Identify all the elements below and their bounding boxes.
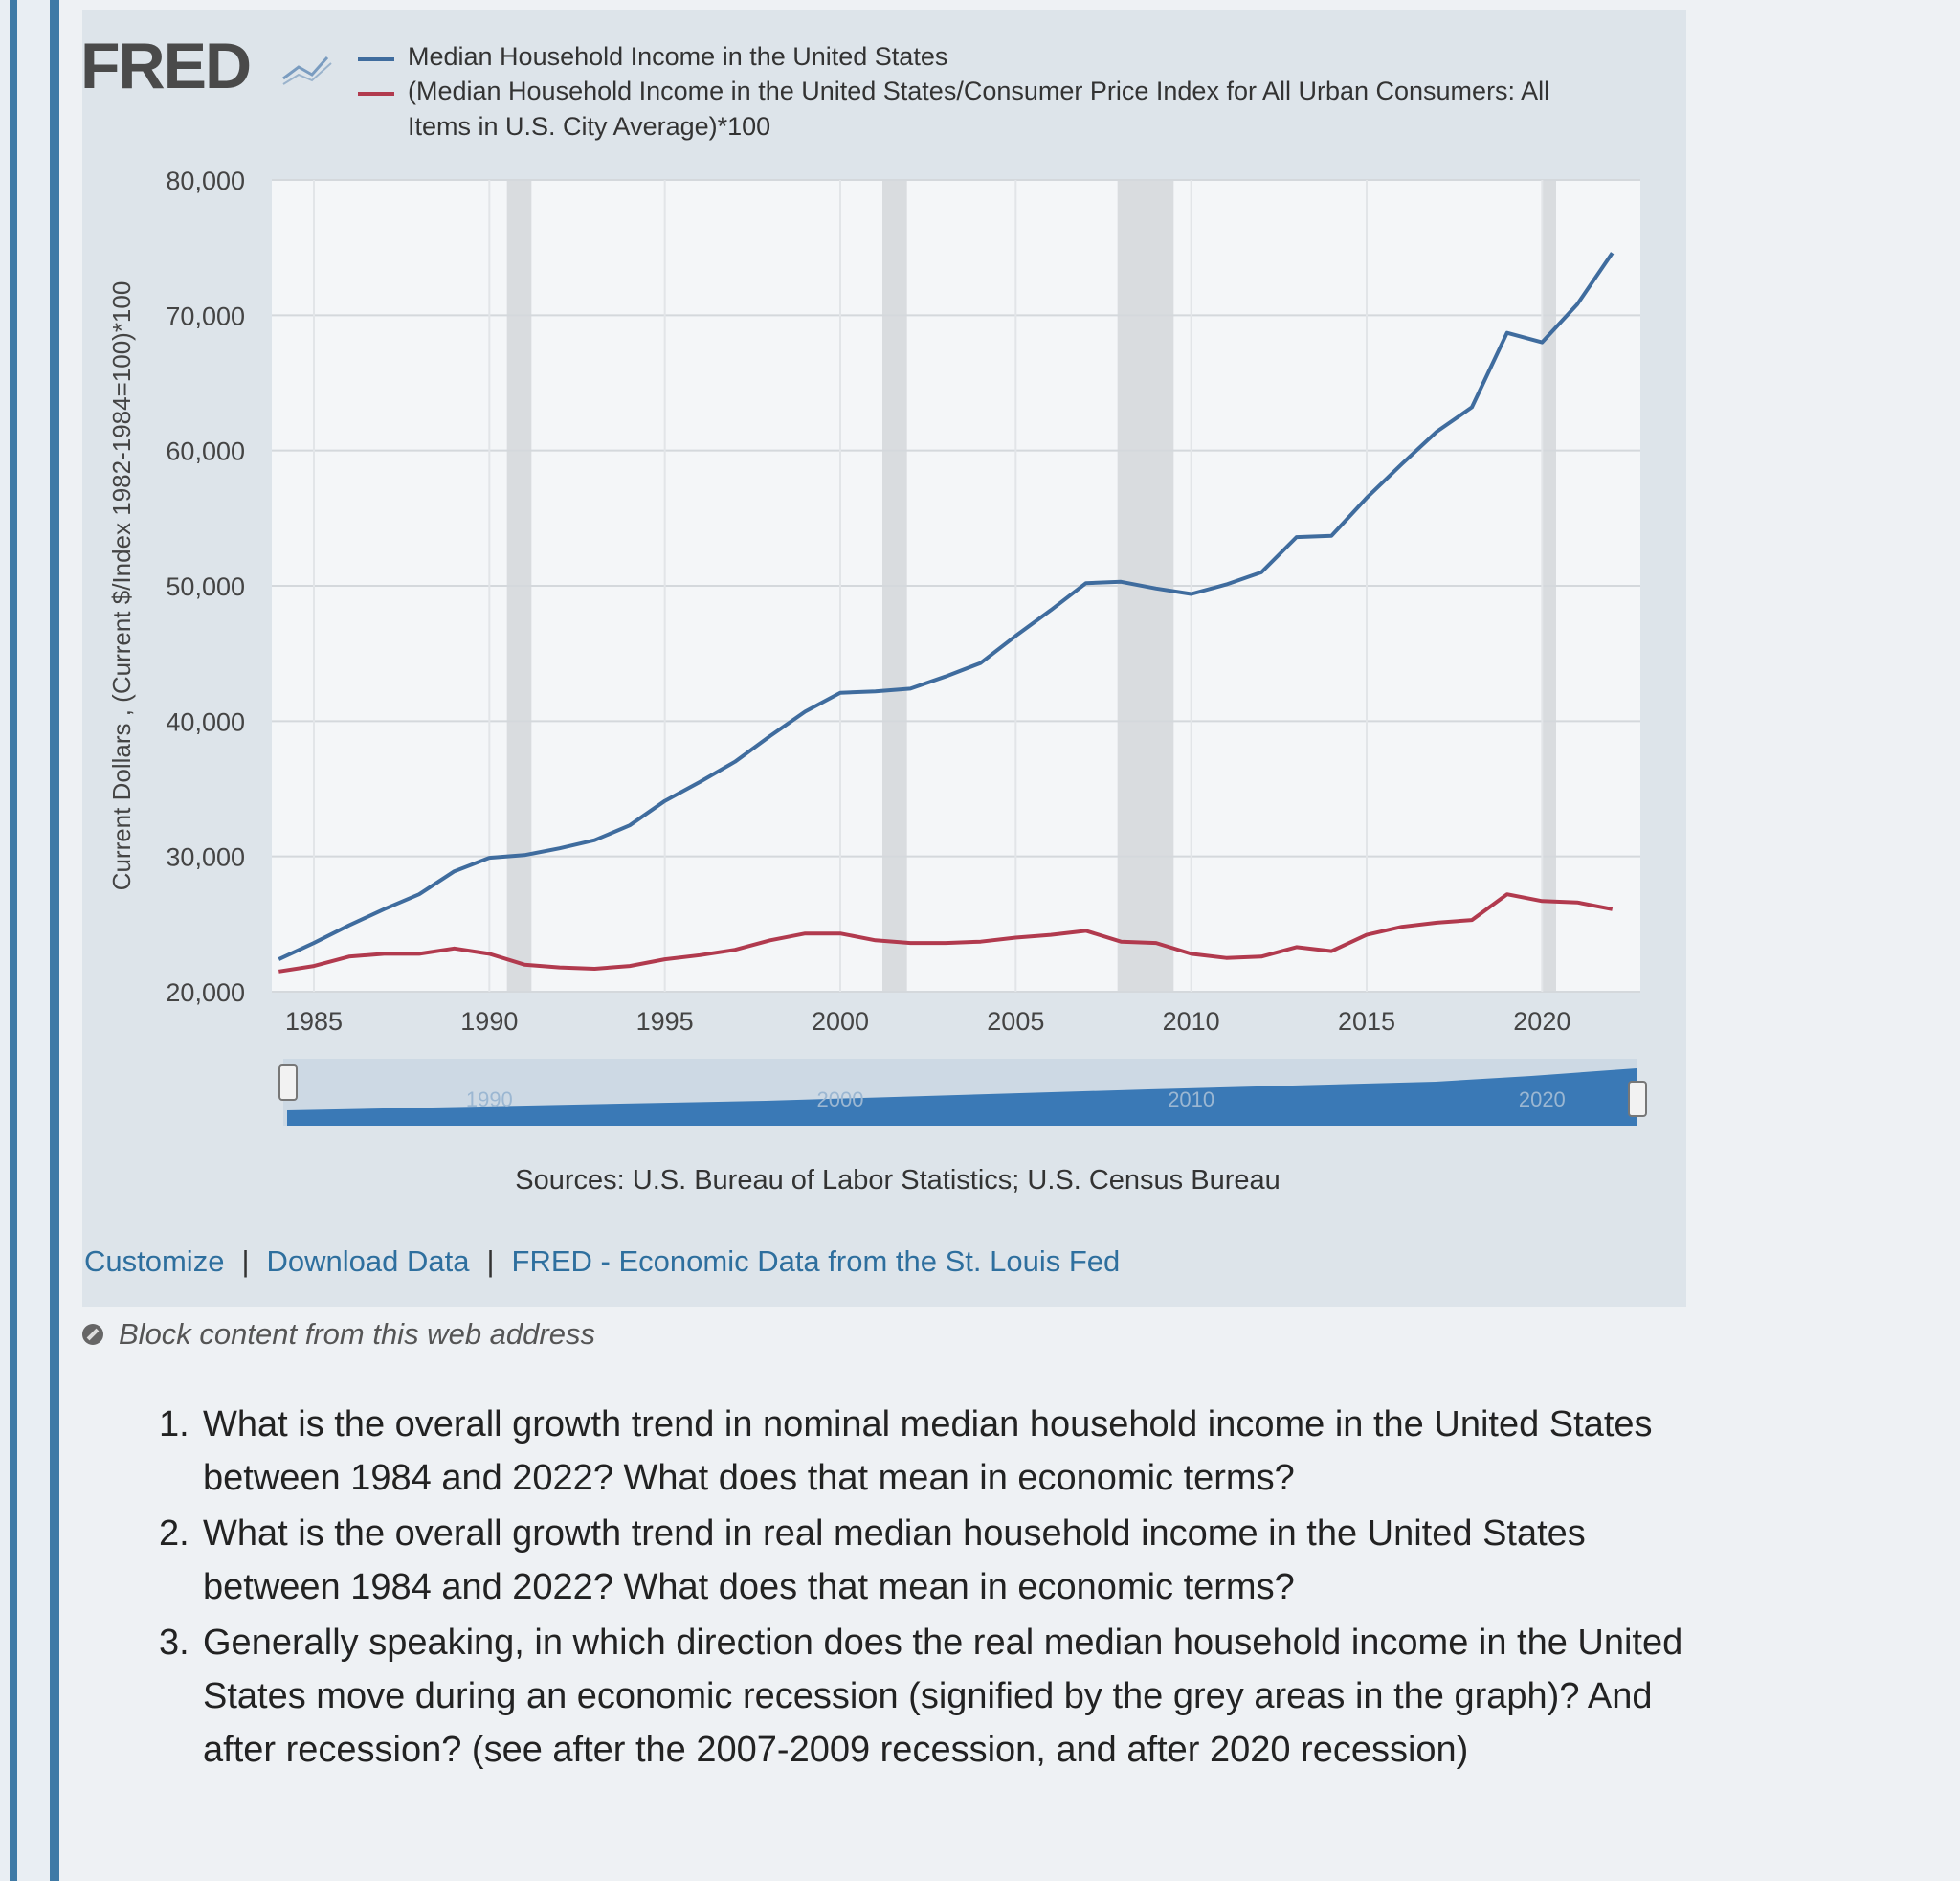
navigator-handle-left[interactable]	[279, 1065, 297, 1100]
fred-logo-graph-icon	[283, 57, 331, 84]
question-item	[153, 1507, 1684, 1614]
navigator-year-label: 2010	[1168, 1087, 1215, 1111]
navigator-handle-right[interactable]	[1629, 1082, 1646, 1116]
y-axis-ticks	[166, 167, 245, 1007]
range-navigator[interactable]	[279, 1059, 1646, 1126]
question-text: Generally speaking, in which direction does the real median household income in the United States move during an economic recession (signified by the grey areas in the graph)? And after recession? (see after the 2007-2009 recession, and after 2020 recession)	[203, 1623, 1683, 1770]
x-tick-label: 1995	[635, 1007, 694, 1036]
question-number: 1.	[159, 1404, 189, 1444]
question-item	[153, 1616, 1684, 1777]
x-axis-ticks	[285, 1007, 1570, 1036]
x-tick-label: 2010	[1162, 1007, 1220, 1036]
y-tick-label: 70,000	[166, 302, 245, 331]
block-icon	[82, 1324, 103, 1345]
y-axis-title: Current Dollars , (Current $/Index 1982-1984=100)*100	[107, 280, 136, 891]
footer-separator: |	[486, 1244, 495, 1278]
x-tick-label: 2020	[1513, 1007, 1571, 1036]
navigator-year-label: 2000	[816, 1087, 864, 1111]
y-tick-label: 60,000	[166, 437, 245, 466]
customize-link[interactable]: Customize	[84, 1244, 225, 1278]
question-text: What is the overall growth trend in real median household income in the United States between 1984 and 2022? What does that mean in economic terms?	[203, 1513, 1586, 1607]
legend-label-real-line2: Items in U.S. City Average)*100	[408, 112, 771, 141]
navigator-year-label: 1990	[465, 1087, 513, 1111]
block-content-link[interactable]	[82, 1317, 595, 1352]
question-number: 2.	[159, 1513, 189, 1554]
question-list	[153, 1398, 1684, 1779]
x-tick-label: 2000	[811, 1007, 870, 1036]
block-content-text: Block content from this web address	[119, 1317, 595, 1351]
x-tick-label: 2005	[987, 1007, 1045, 1036]
chart-footer-links	[84, 1244, 1120, 1279]
legend-label-nominal: Median Household Income in the United States	[408, 42, 948, 71]
y-tick-label: 40,000	[166, 707, 245, 737]
navigator-year-label: 2020	[1518, 1087, 1566, 1111]
y-tick-label: 50,000	[166, 572, 245, 601]
question-text: What is the overall growth trend in nominal median household income in the United States between 1984 and 2022? What does that mean in economic terms?	[203, 1404, 1653, 1498]
y-tick-label: 20,000	[166, 978, 245, 1007]
x-tick-label: 1985	[284, 1007, 344, 1036]
legend-label-real-line1: (Median Household Income in the United States/Consumer Price Index for All Urban Consumers: All	[408, 77, 1550, 105]
question-number: 3.	[159, 1623, 189, 1663]
x-tick-label: 1990	[460, 1007, 519, 1036]
footer-separator: |	[241, 1244, 250, 1278]
download-data-link[interactable]: Download Data	[266, 1244, 470, 1278]
y-tick-label: 30,000	[166, 842, 245, 872]
x-tick-label: 2015	[1337, 1007, 1396, 1036]
chart-sources: Sources: U.S. Bureau of Labor Statistics; U.S. Census Bureau	[515, 1165, 1281, 1196]
y-tick-label: 80,000	[166, 167, 245, 195]
fred-site-link[interactable]: FRED - Economic Data from the St. Louis Fed	[511, 1244, 1121, 1278]
question-item	[153, 1398, 1684, 1505]
fred-logo[interactable]: FRED	[80, 30, 251, 102]
